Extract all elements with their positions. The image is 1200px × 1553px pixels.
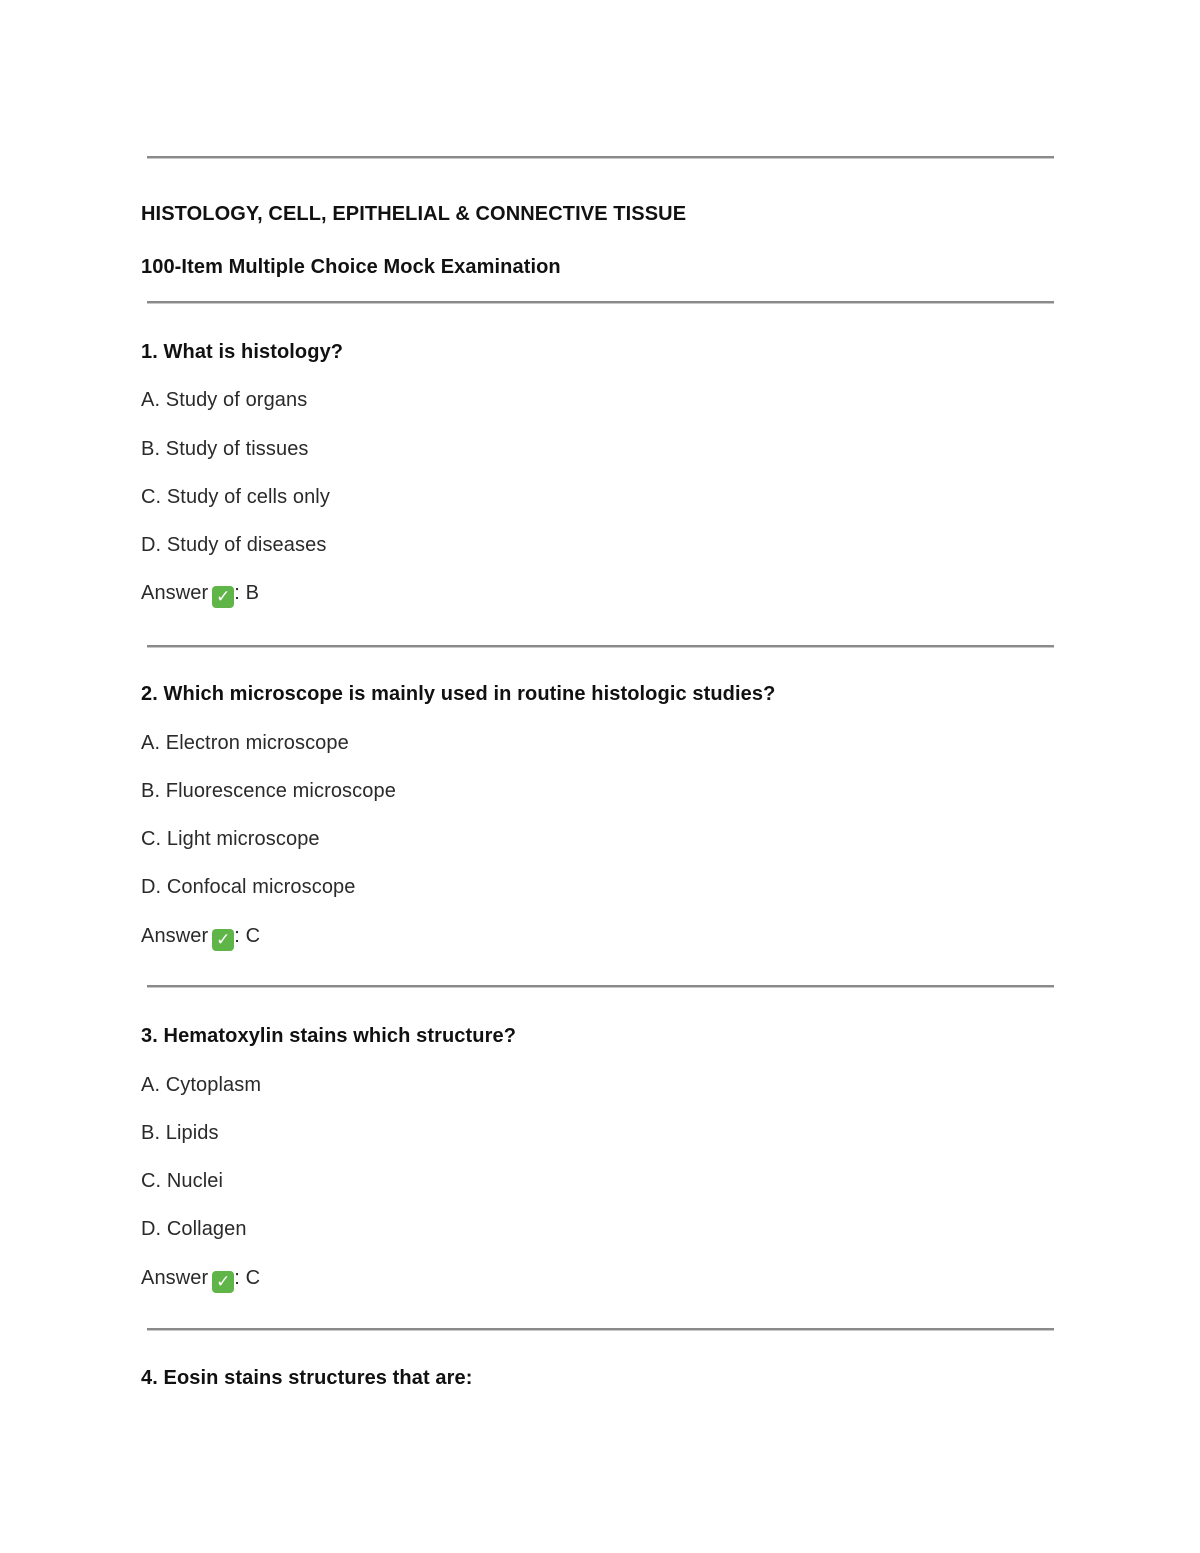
question-3-option-b: B. Lipids	[141, 1122, 219, 1144]
answer-value: : C	[234, 1267, 261, 1289]
question-2-option-c: C. Light microscope	[141, 828, 320, 850]
question-2-option-b: B. Fluorescence microscope	[141, 780, 396, 802]
document-title: HISTOLOGY, CELL, EPITHELIAL & CONNECTIVE TISSUE	[141, 203, 687, 225]
question-3-option-c: C. Nuclei	[141, 1170, 224, 1192]
question-2-option-d: D. Confocal microscope	[141, 876, 356, 898]
check-mark-button-icon: ✓	[212, 586, 234, 608]
question-1-option-d: D. Study of diseases	[141, 534, 327, 556]
question-3-option-d: D. Collagen	[141, 1218, 247, 1240]
question-2-option-a: A. Electron microscope	[141, 732, 349, 754]
header-divider	[147, 301, 1054, 304]
question-3-divider	[147, 1328, 1054, 1331]
question-1-option-a: A. Study of organs	[141, 389, 308, 411]
question-2-divider	[147, 985, 1054, 988]
answer-label: Answer	[141, 925, 209, 947]
check-mark-button-icon: ✓	[212, 929, 234, 951]
question-1-text: 1. What is histology?	[141, 341, 344, 363]
answer-value: : B	[234, 582, 260, 604]
answer-label: Answer	[141, 1267, 209, 1289]
top-divider	[147, 156, 1054, 159]
question-3-option-a: A. Cytoplasm	[141, 1074, 262, 1096]
question-1-option-b: B. Study of tissues	[141, 438, 309, 460]
document-subtitle: 100-Item Multiple Choice Mock Examination	[141, 256, 561, 278]
question-1-option-c: C. Study of cells only	[141, 486, 330, 508]
question-1-answer	[141, 581, 259, 608]
question-4-text: 4. Eosin stains structures that are:	[141, 1367, 473, 1389]
check-mark-button-icon: ✓	[212, 1271, 234, 1293]
question-1-divider	[147, 645, 1054, 648]
answer-value: : C	[234, 925, 261, 947]
question-3-answer	[141, 1266, 260, 1293]
question-3-text: 3. Hematoxylin stains which structure?	[141, 1025, 517, 1047]
question-2-answer	[141, 924, 260, 951]
answer-label: Answer	[141, 582, 209, 604]
question-2-text: 2. Which microscope is mainly used in routine histologic studies?	[141, 683, 776, 705]
